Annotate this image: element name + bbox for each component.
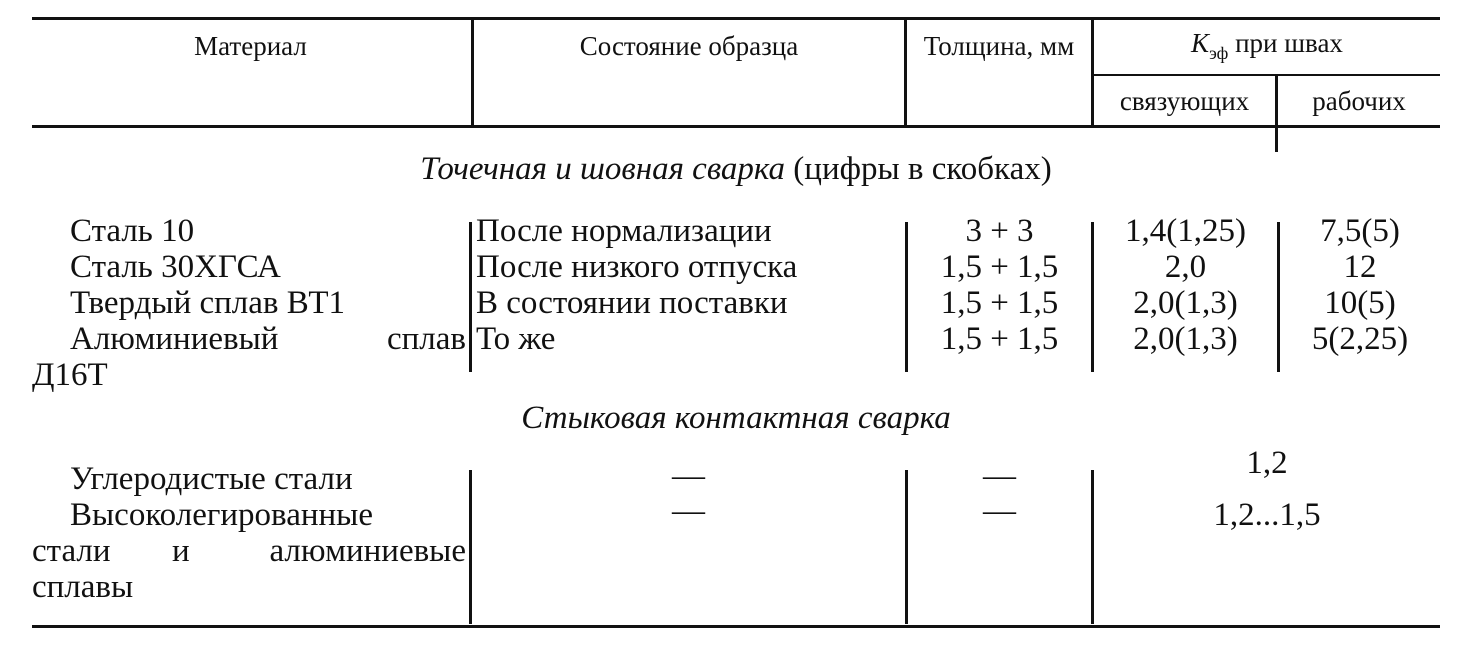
header-binding: связующих [1119, 86, 1250, 116]
section1-title-italic: Точечная и шовная сварка [420, 151, 786, 187]
s2-row1-material-c: сплавы [32, 569, 134, 605]
s1-row1-state: После низкого отпуска [476, 249, 798, 285]
s2-row0-material: Углеродистые стали [70, 461, 353, 497]
header-working: рабочих [1312, 86, 1406, 116]
s1-row3-working: 5(2,25) [1311, 321, 1409, 357]
s2-row1-state: — [672, 493, 705, 529]
s2-row1-value: 1,2...1,5 [1213, 497, 1321, 533]
s1-row2-binding: 2,0(1,3) [1133, 285, 1238, 321]
s1-row1-material: Сталь 30ХГСА [70, 249, 281, 285]
keff-rest: при швах [1228, 28, 1343, 58]
top-rule [32, 17, 1440, 20]
s1-row3-binding: 2,0(1,3) [1133, 321, 1238, 357]
s1-row0-working: 7,5(5) [1320, 213, 1400, 249]
header-keff [1094, 28, 1440, 63]
section1-title [32, 153, 1440, 186]
s2-row0-thickness: — [983, 458, 1016, 494]
s1-row3-material-a: Алюминиевый [70, 321, 279, 357]
s1-row3-material-b: сплав [386, 321, 466, 357]
s1-row0-material: Сталь 10 [70, 213, 195, 249]
s1-row2-working: 10(5) [1324, 285, 1396, 321]
s1-divider-1 [469, 222, 472, 372]
s1-row1-binding: 2,0 [1164, 249, 1207, 285]
s2-row1-material-a: Высоколегированные [70, 497, 373, 533]
s1-row0-binding: 1,4(1,25) [1125, 213, 1246, 249]
s1-row2-material: Твердый сплав ВТ1 [70, 285, 345, 321]
s1-row0-state: После нормализации [476, 213, 772, 249]
keff-subscript: эф [1209, 43, 1229, 63]
section2-title: Стыковая контактная сварка [521, 400, 951, 436]
s1-row3-thickness: 1,5 + 1,5 [940, 321, 1059, 357]
keff-subheader-rule [1093, 74, 1440, 76]
s2-divider-3 [1091, 470, 1094, 624]
bottom-rule [32, 625, 1440, 628]
s2-row1-thickness: — [983, 493, 1016, 529]
s2-row1-material-b3: алюминиевые [269, 533, 466, 569]
s2-row1-material-b2: и [172, 533, 190, 569]
s2-row0-state: — [672, 458, 705, 494]
s2-divider-1 [469, 470, 472, 624]
s1-row3-state: То же [476, 321, 556, 357]
s1-row1-working: 12 [1343, 249, 1377, 285]
s1-row2-thickness: 1,5 + 1,5 [940, 285, 1059, 321]
header-material: Материал [194, 31, 307, 61]
s1-row0-thickness: 3 + 3 [965, 213, 1034, 249]
section1-title-note: (цифры в скобках) [785, 151, 1052, 187]
header-state: Состояние образца [579, 31, 799, 61]
s1-row2-state: В состоянии поставки [476, 285, 788, 321]
s1-row1-thickness: 1,5 + 1,5 [940, 249, 1059, 285]
keff-symbol: K [1191, 28, 1210, 58]
header-bottom-rule [32, 125, 1440, 128]
s2-divider-2 [905, 470, 908, 624]
s2-row0-value: 1,2 [1246, 445, 1288, 481]
header-thickness: Толщина, мм [923, 31, 1075, 61]
s2-row1-material-b1: стали [32, 533, 111, 569]
s1-row3-material-c: Д16Т [32, 357, 108, 393]
